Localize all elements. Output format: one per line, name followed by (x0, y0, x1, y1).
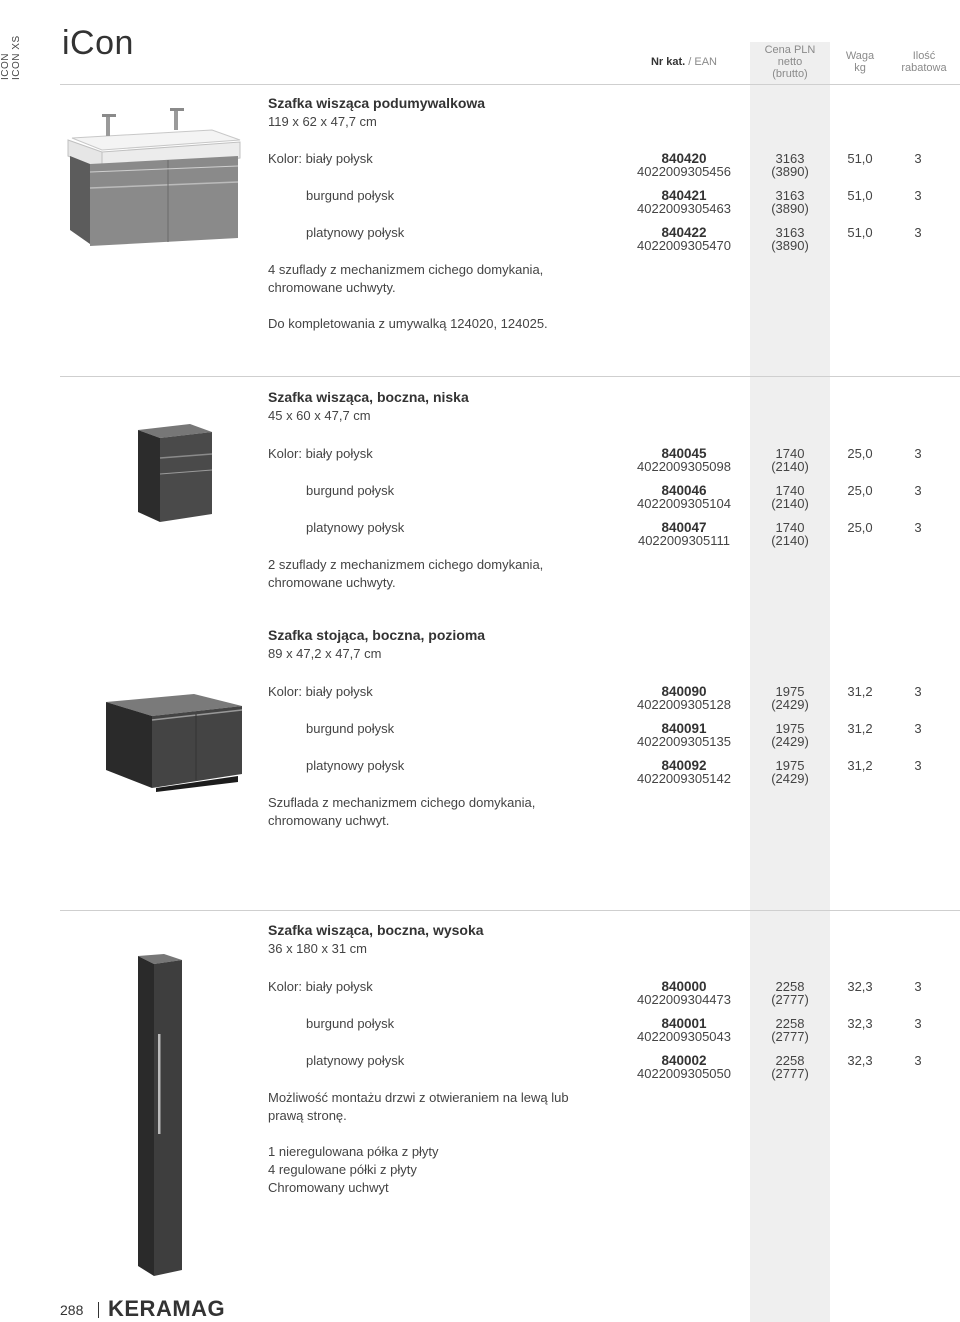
section-3-notes (268, 794, 535, 830)
price-net: 1975 (775, 758, 805, 773)
price-gross: (2140) (771, 459, 809, 474)
weight: 51,0 (847, 225, 873, 240)
product-code: 840001 (661, 1016, 707, 1031)
price-gross: (2140) (771, 496, 809, 511)
color-label: platynowy połysk (306, 758, 405, 773)
qty: 3 (914, 1016, 922, 1031)
price-gross: (3890) (771, 201, 809, 216)
color-label: Kolor: biały połysk (268, 979, 373, 994)
ean-code: 4022009305470 (637, 238, 731, 253)
header-price (750, 44, 830, 80)
price-net: 1740 (775, 520, 805, 535)
brand-logo: KERAMAG (108, 1296, 226, 1321)
note-line: 1 nieregulowana półka z płyty (268, 1144, 439, 1159)
qty: 3 (914, 684, 922, 699)
section-2-dims: 45 x 60 x 47,7 cm (268, 408, 371, 423)
header-nr-kat (628, 56, 740, 68)
price-net: 2258 (775, 1053, 805, 1068)
weight: 32,3 (847, 1053, 873, 1068)
color-label: Kolor: biały połysk (268, 446, 373, 461)
section-1-title: Szafka wisząca podumywalkowa (268, 95, 486, 111)
side-label-line1: ICON (0, 53, 11, 80)
qty: 3 (914, 446, 922, 461)
ean-code: 4022009305142 (637, 771, 731, 786)
header-nr-label: Nr kat. (650, 56, 686, 68)
color-label: platynowy połysk (306, 520, 405, 535)
qty: 3 (914, 721, 922, 736)
product-code: 840092 (661, 758, 707, 773)
header-price-line3: (brutto) (772, 68, 808, 80)
qty: 3 (914, 188, 922, 203)
product-code: 840421 (661, 188, 707, 203)
note-line: Do kompletowania z umywalką 124020, 124025. (268, 316, 548, 331)
price-gross: (2777) (771, 992, 809, 1007)
price-net: 1740 (775, 446, 805, 461)
section-4-row-1 (0, 979, 960, 1015)
section-divider (60, 910, 960, 911)
color-label: burgund połysk (306, 483, 395, 498)
ean-code: 4022009305128 (637, 697, 731, 712)
product-code: 840000 (661, 979, 707, 994)
price-net: 3163 (775, 188, 805, 203)
product-code: 840045 (661, 446, 707, 461)
price-gross: (3890) (771, 164, 809, 179)
qty: 3 (914, 225, 922, 240)
price-net: 3163 (775, 151, 805, 166)
header-weight (830, 50, 890, 74)
qty: 3 (914, 520, 922, 535)
price-net: 2258 (775, 1016, 805, 1031)
section-4-row-3 (0, 1053, 960, 1089)
color-label: platynowy połysk (306, 225, 405, 240)
price-gross: (2429) (771, 771, 809, 786)
qty: 3 (914, 151, 922, 166)
header-weight-line2: kg (854, 62, 866, 74)
section-3-title: Szafka stojąca, boczna, pozioma (268, 627, 486, 643)
ean-code: 4022009305111 (637, 533, 731, 548)
section-2-row-2 (0, 483, 960, 519)
price-gross: (2429) (771, 734, 809, 749)
footer-separator (98, 1302, 99, 1318)
note-line: prawą stronę. (268, 1108, 347, 1123)
qty: 3 (914, 979, 922, 994)
note-line: Chromowany uchwyt (268, 1180, 389, 1195)
price-net: 1740 (775, 483, 805, 498)
section-1-row-2 (0, 188, 960, 224)
price-net: 2258 (775, 979, 805, 994)
price-gross: (2140) (771, 533, 809, 548)
color-label: burgund połysk (306, 188, 395, 203)
header-ean-label: / EAN (685, 56, 718, 68)
product-code: 840420 (661, 151, 707, 166)
price-gross: (3890) (771, 238, 809, 253)
section-2-title: Szafka wisząca, boczna, niska (268, 389, 469, 405)
product-code: 840091 (661, 721, 707, 736)
color-label: Kolor: biały połysk (268, 151, 373, 166)
price-net: 3163 (775, 225, 805, 240)
note-line (268, 1125, 569, 1143)
price-net: 1975 (775, 721, 805, 736)
header-qty-line1: Ilość (912, 50, 936, 62)
ean-code: 4022009305463 (637, 201, 731, 216)
section-3-row-3 (0, 758, 960, 794)
note-line: Szuflada z mechanizmem cichego domykania, (268, 795, 536, 810)
qty: 3 (914, 1053, 922, 1068)
section-1-row-1 (0, 151, 960, 187)
section-1-notes (268, 261, 548, 333)
note-line: Możliwość montażu drzwi z otwieraniem na lewą lub (268, 1090, 569, 1105)
ean-code: 4022009305098 (637, 459, 731, 474)
header-weight-line1: Waga (845, 50, 875, 62)
ean-code: 4022009305104 (637, 496, 731, 511)
weight: 31,2 (847, 684, 873, 699)
note-line: chromowany uchwyt. (268, 813, 390, 828)
ean-code: 4022009305050 (637, 1066, 731, 1081)
side-label (0, 0, 22, 80)
section-3-row-1 (0, 684, 960, 720)
section-1-row-3 (0, 225, 960, 261)
ean-code: 4022009304473 (637, 992, 731, 1007)
qty: 3 (914, 483, 922, 498)
ean-code: 4022009305043 (637, 1029, 731, 1044)
note-line: chromowane uchwyty. (268, 280, 396, 295)
page-number: 288 (60, 1302, 84, 1318)
note-line (268, 297, 548, 315)
page-title: iCon (62, 24, 134, 62)
section-3-row-2 (0, 721, 960, 757)
note-line: 2 szuflady z mechanizmem cichego domykania, (268, 557, 544, 572)
weight: 32,3 (847, 1016, 873, 1031)
section-4-row-2 (0, 1016, 960, 1052)
price-gross: (2429) (771, 697, 809, 712)
weight: 25,0 (847, 483, 873, 498)
color-label: burgund połysk (306, 721, 395, 736)
color-label: Kolor: biały połysk (268, 684, 373, 699)
price-net: 1975 (775, 684, 805, 699)
section-4-notes (268, 1089, 569, 1197)
color-label: burgund połysk (306, 1016, 395, 1031)
weight: 25,0 (847, 520, 873, 535)
weight: 51,0 (847, 151, 873, 166)
product-code: 840090 (661, 684, 707, 699)
product-code: 840002 (661, 1053, 707, 1068)
qty: 3 (914, 758, 922, 773)
header-price-line2: netto (777, 56, 803, 68)
weight: 31,2 (847, 721, 873, 736)
header-price-line1: Cena PLN (764, 44, 816, 56)
product-code: 840046 (661, 483, 707, 498)
note-line: chromowane uchwyty. (268, 575, 396, 590)
ean-code: 4022009305135 (637, 734, 731, 749)
color-label: platynowy połysk (306, 1053, 405, 1068)
section-4-dims: 36 x 180 x 31 cm (268, 941, 367, 956)
section-3-dims: 89 x 47,2 x 47,7 cm (268, 646, 382, 661)
product-code: 840047 (661, 520, 707, 535)
header-qty (896, 50, 952, 74)
side-label-line2: ICON XS (11, 35, 22, 80)
price-gross: (2777) (771, 1066, 809, 1081)
section-2-notes (268, 556, 543, 592)
weight: 31,2 (847, 758, 873, 773)
price-gross: (2777) (771, 1029, 809, 1044)
section-2-row-3 (0, 520, 960, 556)
header-divider (60, 84, 960, 85)
section-1-dims: 119 x 62 x 47,7 cm (268, 114, 377, 129)
header-qty-line2: rabatowa (901, 62, 947, 74)
weight: 51,0 (847, 188, 873, 203)
note-line: 4 regulowane półki z płyty (268, 1162, 417, 1177)
weight: 32,3 (847, 979, 873, 994)
note-line: 4 szuflady z mechanizmem cichego domykania, (268, 262, 544, 277)
ean-code: 4022009305456 (637, 164, 731, 179)
weight: 25,0 (847, 446, 873, 461)
section-2-row-1 (0, 446, 960, 482)
section-4-title: Szafka wisząca, boczna, wysoka (268, 922, 484, 938)
product-code: 840422 (661, 225, 707, 240)
section-divider (60, 376, 960, 377)
